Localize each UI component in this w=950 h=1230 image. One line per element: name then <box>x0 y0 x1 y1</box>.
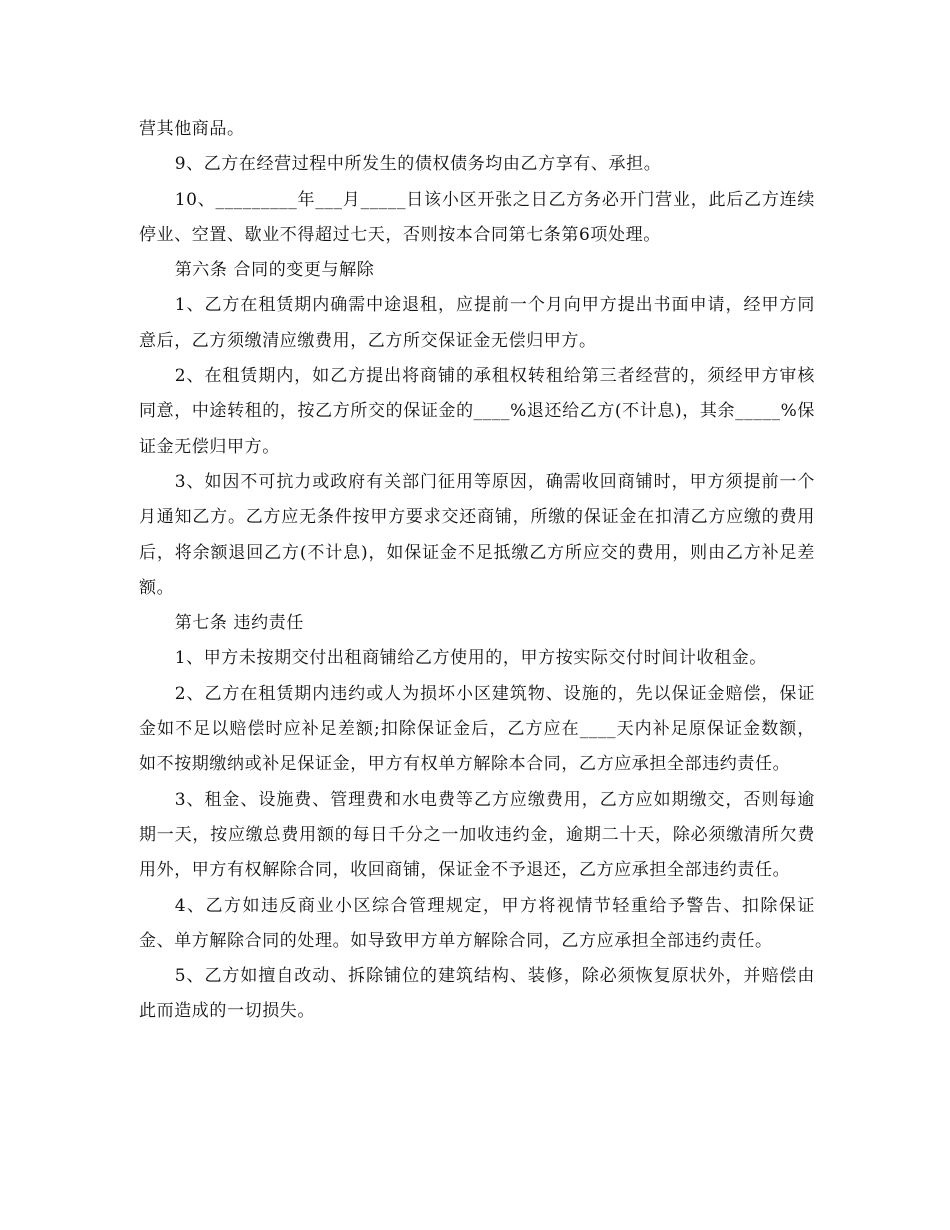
article-7-heading: 第七条 违约责任 <box>174 613 304 634</box>
paragraph-clause-9: 9、乙方在经营过程中所发生的债权债务均由乙方享有、承担。 <box>174 154 662 175</box>
paragraph-article-6-item-3: 3、如因不可抗力或政府有关部门征用等原因，确需收回商铺时，甲方须提前一个月通知乙方。乙方应无条件按甲方要求交还商铺，所缴的保证金在扣清乙方应缴的费用后，将余额退回乙方(不计息)，如保证金不足抵缴乙方所应交的费用，则由乙方补足差额。 <box>139 471 815 598</box>
paragraph-article-7-item-2: 2、乙方在租赁期内违约或人为损坏小区建筑物、设施的，先以保证金赔偿，保证金如不足以赔偿时应补足差额;扣除保证金后，乙方应在____天内补足原保证金数额，如不按期缴纳或补足保证金，甲方有权单方解除本合同，乙方应承担全部违约责任。 <box>139 683 815 775</box>
paragraph-article-6-item-2: 2、在租赁期内，如乙方提出将商铺的承租权转租给第三者经营的，须经甲方审核同意，中途转租的，按乙方所交的保证金的____%退还给乙方(不计息)，其余_____%保证金无偿归甲方。 <box>139 366 815 457</box>
paragraph-continuation: 营其他商品。 <box>139 119 245 139</box>
paragraph-clause-10: 10、_________年___月_____日该小区开张之日乙方务必开门营业，此后乙方连续停业、空置、歇业不得超过七天，否则按本合同第七条第6项处理。 <box>139 189 815 245</box>
paragraph-article-7-item-4: 4、乙方如违反商业小区综合管理规定，甲方将视情节轻重给予警告、扣除保证金、单方解除合同的处理。如导致甲方单方解除合同，乙方应承担全部违约责任。 <box>139 895 815 951</box>
paragraph-article-7-item-1: 1、甲方未按期交付出租商铺给乙方使用的，甲方按实际交付时间计收租金。 <box>174 648 767 669</box>
paragraph-article-7-item-3: 3、租金、设施费、管理费和水电费等乙方应缴费用，乙方应如期缴交，否则每逾期一天，按应缴总费用额的每日千分之一加收违约金，逾期二十天，除必须缴清所欠费用外，甲方有权解除合同，收回商铺，保证金不予退还，乙方应承担全部违约责任。 <box>139 789 815 881</box>
paragraph-article-6-item-1: 1、乙方在租赁期内确需中途退租，应提前一个月向甲方提出书面申请，经甲方同意后，乙方须缴清应缴费用，乙方所交保证金无偿归甲方。 <box>139 295 815 351</box>
article-6-heading: 第六条 合同的变更与解除 <box>174 260 375 281</box>
paragraph-article-7-item-5: 5、乙方如擅自改动、拆除铺位的建筑结构、装修，除必须恢复原状外，并赔偿由此而造成的一切损失。 <box>139 966 815 1022</box>
document-body <box>139 112 815 1030</box>
